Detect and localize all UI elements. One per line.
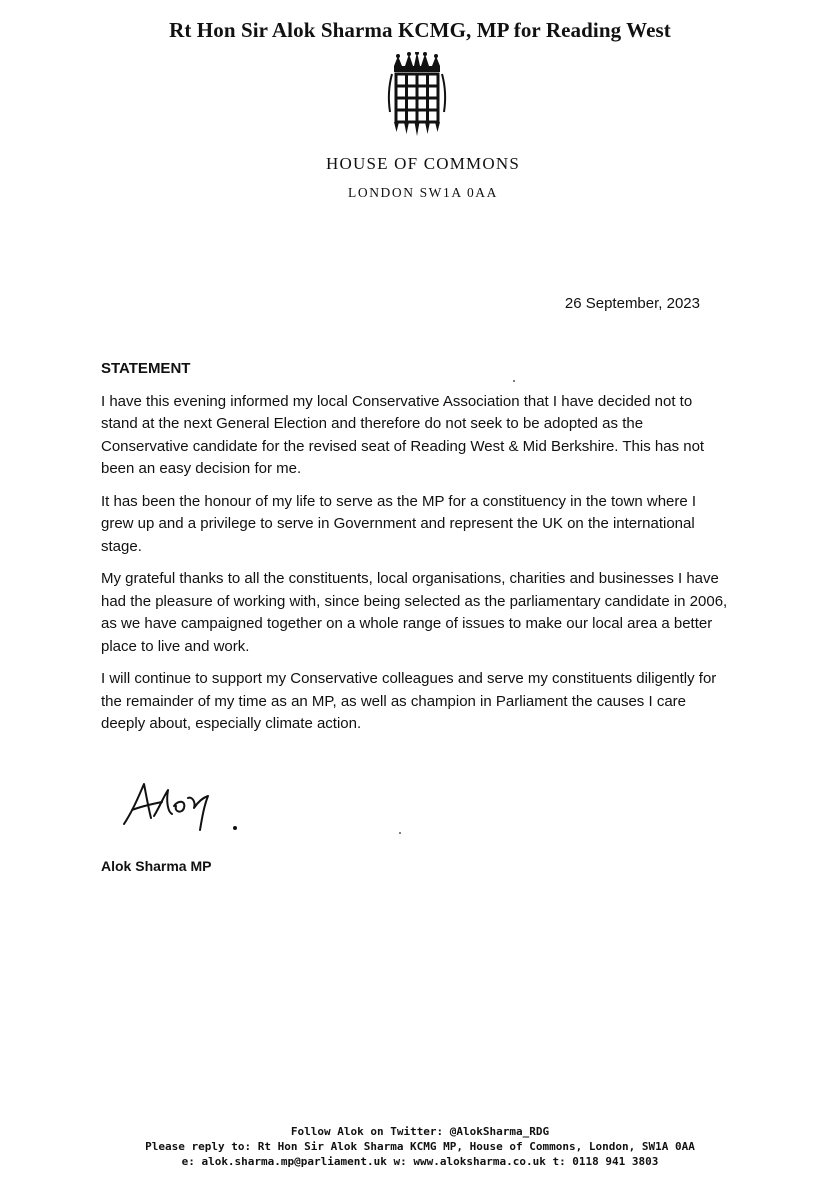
footer-twitter: Follow Alok on Twitter: @AlokSharma_RDG bbox=[290, 1125, 550, 1138]
portcullis-icon bbox=[384, 52, 450, 136]
statement-body bbox=[101, 358, 731, 746]
statement-paragraph: I will continue to support my Conservative colleagues and serve my constituents diligently for the remainder of my time as an MP, as well as champion in Parliament the causes I care deeply about, especially climate action. bbox=[101, 670, 717, 732]
paper-speck bbox=[399, 832, 401, 834]
paper-speck bbox=[513, 380, 515, 382]
statement-paragraph: I have this evening informed my local Conservative Association that I have decided not to stand at the next General Election and therefore do not seek to be adopted as the Conservative candidate for the revised seat of Reading West & Mid Berkshire. This has not been an easy decision for me. bbox=[101, 392, 705, 477]
signature-icon bbox=[118, 776, 258, 838]
footer-contact: e: alok.sharma.mp@parliament.uk w: www.aloksharma.co.uk t: 0118 941 3803 bbox=[181, 1155, 659, 1168]
letterhead-title: Rt Hon Sir Alok Sharma KCMG, MP for Reading West bbox=[169, 18, 671, 42]
statement-heading: STATEMENT bbox=[101, 360, 191, 377]
statement-paragraph: My grateful thanks to all the constituents, local organisations, charities and businesses I have had the pleasure of working with, since being selected as the parliamentary candidate in 2006, as we have campaigned together on a whole range of issues to make our local area a better place to live and work. bbox=[101, 570, 728, 655]
signatory-name: Alok Sharma MP bbox=[101, 858, 212, 874]
letter-date: 26 September, 2023 bbox=[564, 295, 700, 312]
footer-reply-address: Please reply to: Rt Hon Sir Alok Sharma KCMG MP, House of Commons, London, SW1A 0AA bbox=[145, 1140, 695, 1153]
footer bbox=[0, 1124, 840, 1169]
statement-paragraph: It has been the honour of my life to serve as the MP for a constituency in the town where I grew up and a privilege to serve in Government and represent the UK on the international stage. bbox=[101, 492, 697, 555]
house-name: HOUSE OF COMMONS bbox=[326, 154, 520, 173]
house-address: LONDON SW1A 0AA bbox=[348, 185, 498, 200]
